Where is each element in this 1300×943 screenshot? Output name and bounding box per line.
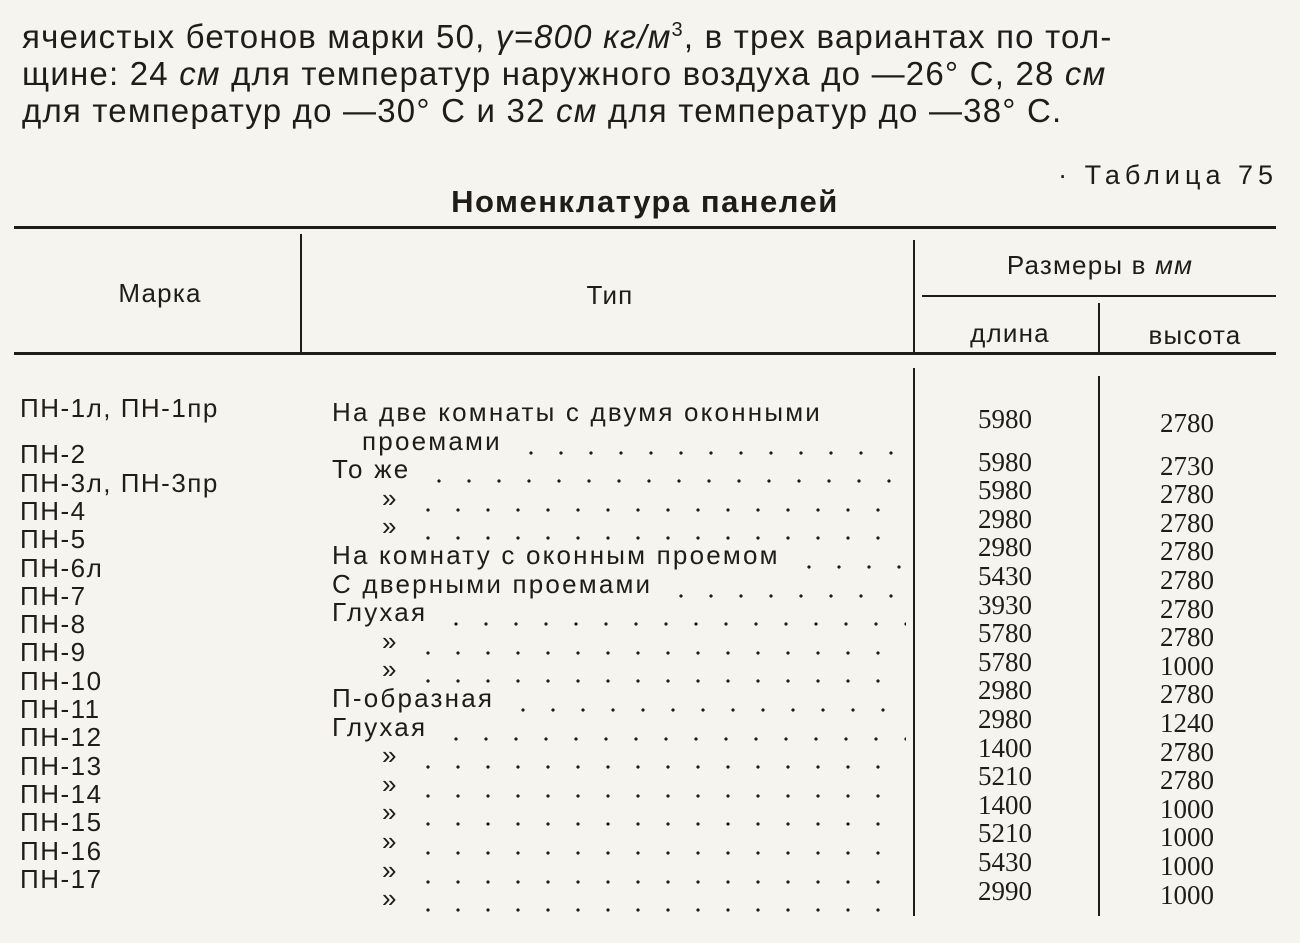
dot-leader [666, 594, 906, 598]
dot-leader [441, 622, 906, 626]
height-cell: 1000 [1160, 822, 1214, 853]
type-cell: С дверными проемами [332, 568, 653, 599]
type-cell: То же [332, 454, 411, 485]
height-cell: 2780 [1160, 536, 1214, 567]
length-cell: 1400 [978, 732, 1032, 763]
mark-cell: ПН-17 [20, 863, 103, 894]
dot-leader [413, 765, 906, 769]
type-cell: » [382, 511, 399, 542]
height-cell: 2780 [1160, 479, 1214, 510]
height-cell: 2780 [1160, 565, 1214, 595]
dot-leader [413, 822, 906, 826]
mark-cell: ПН-8 [20, 609, 87, 640]
mark-cell: ПН-6л [20, 552, 104, 583]
type-cell: » [382, 482, 399, 513]
table-title: Номенклатура панелей [451, 184, 839, 219]
type-cell: » [382, 768, 399, 799]
type-cell: » [382, 883, 399, 914]
height-cell: 2780 [1160, 507, 1214, 538]
header-subrule [922, 295, 1276, 297]
header-sizes: Размеры в мм [1006, 250, 1194, 280]
dot-leader [413, 908, 906, 912]
type-cell: » [382, 740, 399, 771]
height-cell: 2780 [1160, 408, 1214, 438]
mark-cell: ПН-15 [20, 807, 103, 838]
mark-cell: ПН-4 [20, 495, 87, 526]
length-cell: 5780 [978, 646, 1032, 677]
column-rule-3-body [1098, 376, 1100, 916]
dot-leader [794, 565, 906, 569]
header-height: высота [1148, 320, 1242, 350]
type-cell: проемами [362, 425, 502, 456]
dot-leader [413, 880, 906, 884]
dot-leader [516, 451, 906, 455]
dot-leader [413, 651, 906, 655]
dot-leader [413, 508, 906, 512]
type-cell: » [382, 625, 399, 656]
mark-cell: ПН-16 [20, 835, 103, 866]
type-cell: На две комнаты с двумя оконными [332, 397, 823, 427]
length-cell: 2980 [978, 503, 1032, 534]
height-cell: 2780 [1160, 679, 1214, 710]
height-cell: 1000 [1160, 793, 1214, 824]
length-cell: 2980 [978, 675, 1032, 706]
intro-line-3: для температур до —30° С и 32 см для температур до —38° С. [22, 92, 1063, 129]
mark-cell: ПН-14 [20, 778, 103, 809]
type-cell: На комнату с оконным проемом [332, 540, 780, 570]
length-cell: 1400 [978, 789, 1032, 820]
mark-cell: ПН-9 [20, 637, 87, 668]
height-cell: 1000 [1160, 879, 1214, 910]
height-cell: 2780 [1160, 622, 1214, 653]
table-number: · Таблица 75 [1058, 160, 1278, 190]
height-cell: 1000 [1160, 650, 1214, 681]
length-cell: 5780 [978, 618, 1032, 649]
type-cell: » [382, 826, 399, 856]
length-cell: 5430 [978, 847, 1032, 877]
mark-cell: ПН-1л, ПН-1пр [20, 393, 219, 423]
height-cell: 2780 [1160, 765, 1214, 796]
mark-cell: ПН-12 [20, 722, 103, 753]
mark-cell: ПН-5 [20, 524, 87, 555]
length-cell: 3930 [978, 589, 1032, 620]
mark-cell: ПН-2 [20, 439, 87, 470]
intro-line-2: щине: 24 см для температур наружного воздуха до —26° С, 28 см [22, 55, 1107, 92]
column-rule-3 [1098, 303, 1100, 355]
header-length: длина [970, 318, 1050, 348]
column-rule-2-body [913, 368, 915, 916]
table-top-rule [14, 226, 1276, 229]
mark-cell: ПН-11 [20, 694, 101, 724]
type-cell: » [382, 654, 399, 685]
mark-cell: ПН-10 [20, 665, 103, 696]
height-cell: 2780 [1160, 593, 1214, 624]
intro-line-1: ячеистых бетонов марки 50, γ=800 $кг/м^3$, в трех вариантах по тол- [22, 18, 1113, 55]
type-cell: » [382, 797, 399, 828]
length-cell: 5980 [978, 446, 1032, 477]
intro-paragraph [22, 12, 1284, 129]
type-cell: » [382, 854, 399, 885]
length-cell: 2990 [978, 875, 1032, 906]
header-bottom-rule [14, 352, 1276, 355]
mark-cell: ПН-3л, ПН-3пр [20, 467, 219, 498]
mark-cell: ПН-13 [20, 750, 103, 781]
type-cell: П-образная [332, 683, 495, 713]
dot-leader [413, 851, 906, 855]
type-cell: Глухая [332, 597, 428, 628]
dot-leader [508, 708, 906, 712]
header-mark: Марка [118, 278, 202, 308]
length-cell: 5980 [978, 404, 1032, 434]
length-cell: 5210 [978, 761, 1032, 792]
length-cell: 2980 [978, 704, 1032, 734]
type-cell: Глухая [332, 711, 428, 742]
dot-leader [441, 737, 906, 741]
mark-cell: ПН-7 [20, 580, 87, 611]
length-cell: 5210 [978, 818, 1032, 849]
height-cell: 1000 [1160, 851, 1214, 881]
height-cell: 2780 [1160, 736, 1214, 767]
length-cell: 5430 [978, 561, 1032, 591]
height-cell: 2730 [1160, 450, 1214, 481]
dot-leader [413, 794, 906, 798]
length-cell: 5980 [978, 475, 1032, 506]
header-type: Тип [586, 280, 634, 310]
column-rule-1 [300, 234, 302, 352]
length-cell: 2980 [978, 532, 1032, 563]
dot-leader [424, 479, 906, 483]
height-cell: 1240 [1160, 708, 1214, 738]
column-rule-2 [913, 240, 915, 352]
